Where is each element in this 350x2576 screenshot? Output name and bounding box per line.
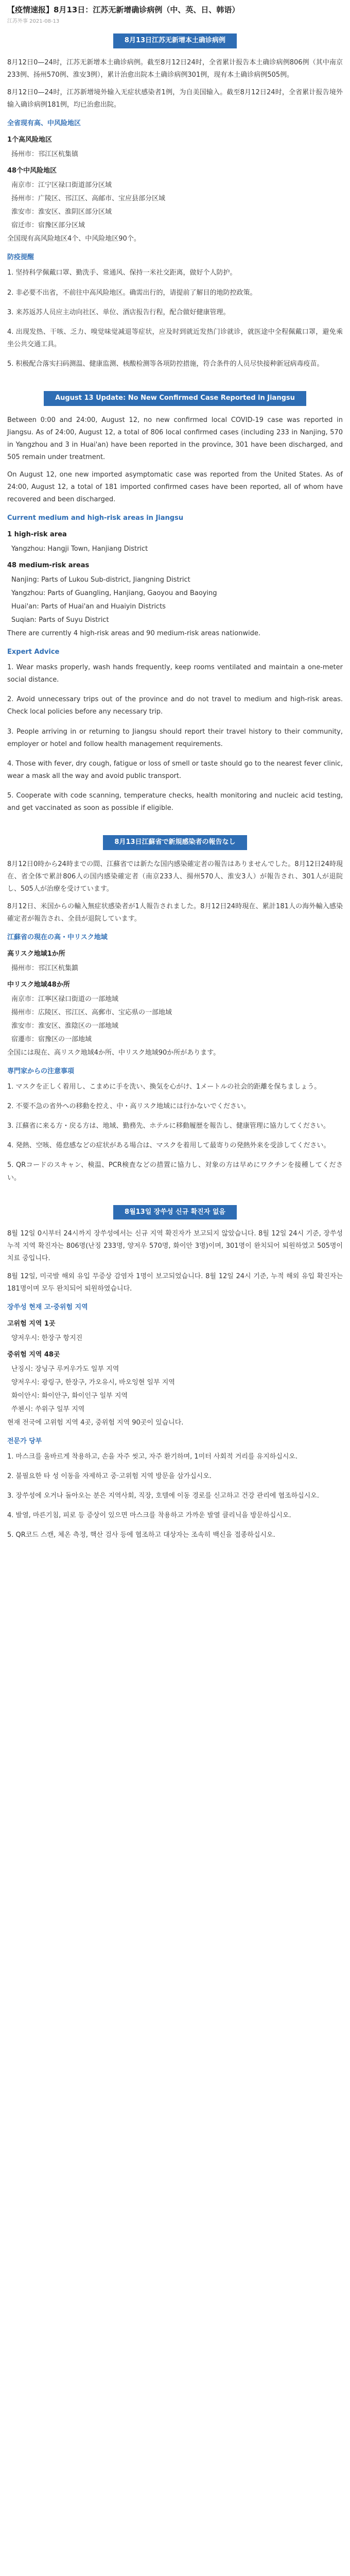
risk-area-item: 양저우시: 한장구 항지진: [11, 1334, 83, 1342]
advice-item: 1. 坚持科学佩戴口罩、勤洗手、常通风、保持一米社交距离，做好个人防护。: [7, 269, 237, 277]
risk-area-item: 화이안시: 화이안구, 화이인구 일부 지역: [11, 1392, 128, 1400]
advice-item: 4. 発熱、空咳、倦怠感などの症状がある場合は、マスクを着用して最寄りの発熱外来を受診してください。: [7, 1142, 330, 1150]
section-banner-wrap: [7, 1205, 343, 1220]
risk-level-heading: 中リスク地域48か所: [7, 980, 70, 989]
national-risk-note: There are currently 4 high-risk areas and 90 medium-risk areas nationwide.: [7, 630, 260, 638]
risk-area-item: 난징시: 장닝구 루커우가도 일부 지역: [11, 1365, 119, 1373]
advice-item: 3. People arriving in or returning to Jiangsu should report their travel history to their community, employer or hotel and follow health management requirements.: [7, 727, 343, 748]
language-section: [7, 835, 343, 1184]
national-risk-note: 현재 전국에 고위험 지역 4곳, 중위험 지역 90곳이 있습니다.: [7, 1418, 184, 1427]
advice-item: 5. QR코드 스캔, 체온 측정, 핵산 검사 등에 협조하고 대상자는 조속히 백신을 접종하십시오.: [7, 1531, 275, 1539]
risk-area-item: 宿遷市：宿豫区の一部地域: [11, 1036, 92, 1044]
section-banner: 8월13일 장쑤성 신규 확진자 없음: [113, 1205, 237, 1220]
risk-level-heading: 48 medium-risk areas: [7, 562, 90, 569]
risk-area-item: 南京市：江寧区禄口街道の一部地域: [11, 995, 119, 1004]
advice-item: 5. Cooperate with code scanning, temperature checks, health monitoring and nucleic acid testing, and get vaccinated as soon as possible if eligible.: [7, 791, 343, 812]
intro-paragraph: 8月12日0—24时，江苏无新增本土确诊病例。截至8月12日24时，全省累计报告本土确诊病例806例（其中南京233例、扬州570例、淮安3例），累计治愈出院本土确诊病例301例，现有本土确诊病例505例。: [7, 58, 343, 79]
advice-item: 3. 장쑤성에 오거나 돌아오는 분은 지역사회, 직장, 호텔에 이동 경로를 신고하고 건강 관리에 협조하십시오.: [7, 1492, 319, 1500]
risk-levels-title: Current medium and high-risk areas in Jiangsu: [7, 514, 184, 522]
risk-level-heading: 1个高风险地区: [7, 136, 52, 144]
advice-item: 2. 非必要不出省，不前往中高风险地区。确需出行的，请提前了解目的地防控政策。: [7, 289, 257, 297]
risk-levels-title: 장쑤성 현재 고·중위험 지역: [7, 1303, 88, 1311]
risk-area-item: Suqian: Parts of Suyu District: [11, 616, 109, 624]
advice-item: 2. 不要不急の省外への移動を控え、中・高リスク地域には行かないでください。: [7, 1103, 251, 1111]
risk-area-item: 淮安市：淮安区、淮阴区部分区域: [11, 208, 112, 216]
section-banner: 8月13日江蘇省で新規感染者の報告なし: [103, 835, 247, 850]
risk-area-item: Yangzhou: Hangji Town, Hanjiang District: [11, 545, 148, 553]
intro-paragraph: 8월 12일, 미국발 해외 유입 무증상 감염자 1명이 보고되었습니다. 8월 12일 24시 기준, 누적 해외 유입 확진자는 181명이며 모두 완치되어 퇴원하였습니다.: [7, 1272, 343, 1293]
section-banner-wrap: [7, 33, 343, 48]
risk-area-item: 宿迁市：宿豫区部分区域: [11, 222, 85, 230]
intro-paragraph: On August 12, one new imported asymptomatic case was reported from the United States. As of 24:00, August 12, a total of 181 imported confirmed cases have been reported, all of whom have recovered and been discharged.: [7, 470, 343, 503]
article-source: 江苏外事 2021-08-13: [7, 18, 60, 24]
article-title: 【疫情速报】8月13日：江苏无新增确诊病例（中、英、日、韩语）: [7, 5, 240, 14]
risk-area-item: Nanjing: Parts of Lukou Sub-district, Jiangning District: [11, 576, 190, 584]
intro-paragraph: 8月12日0—24时，江苏新增境外输入无症状感染者1例，为自美国输入。截至8月12日24时，全省累计报告境外输入确诊病例181例，均已治愈出院。: [7, 88, 343, 109]
risk-levels-title: 江蘇省の現在の高・中リスク地域: [7, 933, 108, 941]
risk-area-item: 扬州市：邗江区杭集镇: [11, 150, 79, 159]
advice-item: 2. 불필요한 타 성 이동을 자제하고 중·고위험 지역 방문을 삼가십시오.: [7, 1472, 212, 1481]
advice-item: 4. 出现发热、干咳、乏力、嗅觉味觉减退等症状，应及时到就近发热门诊就诊，就医途中全程佩戴口罩，避免乘坐公共交通工具。: [7, 328, 343, 348]
risk-area-item: 쑤첸시: 쑤위구 일부 지역: [11, 1405, 85, 1413]
advice-item: 4. 발열, 마른기침, 피로 등 증상이 있으면 마스크를 착용하고 가까운 발열 클리닉을 방문하십시오.: [7, 1512, 291, 1520]
risk-level-heading: 고위험 지역 1곳: [7, 1319, 56, 1328]
advice-item: 1. Wear masks properly, wash hands frequently, keep rooms ventilated and maintain a one-meter social distance.: [7, 664, 343, 684]
section-banner: 8月13日江苏无新增本土确诊病例: [113, 33, 237, 48]
risk-level-heading: 48个中风险地区: [7, 167, 57, 175]
language-section: [7, 391, 343, 815]
advice-item: 5. 积极配合落实扫码测温、健康监测、核酸检测等各项防控措施，符合条件的人员尽快接种新冠病毒疫苗。: [7, 360, 324, 368]
language-section: [7, 33, 343, 370]
national-risk-note: 全国现有高风险地区4个、中风险地区90个。: [7, 235, 141, 243]
national-risk-note: 全国には現在、高リスク地域4か所、中リスク地域90か所があります。: [7, 1049, 220, 1057]
intro-paragraph: 8月12日0時から24時までの間、江蘇省では新たな国内感染確定者の報告はありませんでした。8月12日24時現在、省全体で累計806人の国内感染確定者（南京233人、揚州570人、淮安3人）が報告され、301人が退院し、505人が治療を受けています。: [7, 860, 343, 893]
risk-levels-title: 全省现有高、中风险地区: [7, 119, 81, 127]
intro-paragraph: 8月12日、米国からの輸入無症状感染者が1人報告されました。8月12日24時現在、累計181人の海外輸入感染確定者が報告され、全員が退院しています。: [7, 902, 343, 923]
advice-item: 5. QRコードのスキャン、検温、PCR検査などの措置に協力し、対象の方は早めにワクチンを接種してください。: [7, 1161, 343, 1182]
advice-title: 전문가 당부: [7, 1437, 42, 1446]
intro-paragraph: 8월 12일 0시부터 24시까지 장쑤성에서는 신규 지역 확진자가 보고되지 않았습니다. 8월 12일 24시 기준, 장쑤성 누적 지역 확진자는 806명(난징 233명, 양저우 570명, 화이안 3명)이며, 301명이 완치되어 퇴원하였고 505명이 치료 중입니다.: [7, 1230, 343, 1263]
risk-area-item: Huai'an: Parts of Huai'an and Huaiyin Districts: [11, 603, 166, 611]
risk-level-heading: 1 high-risk area: [7, 530, 67, 538]
section-banner-wrap: [7, 835, 343, 850]
section-banner-wrap: [7, 391, 343, 406]
risk-level-heading: 高リスク地域1か所: [7, 950, 65, 958]
advice-item: 1. 마스크를 올바르게 착용하고, 손을 자주 씻고, 자주 환기하며, 1미터 사회적 거리를 유지하십시오.: [7, 1453, 297, 1461]
advice-item: 3. 江蘇省に来る方・戻る方は、地域、勤務先、ホテルに移動履歴を報告し、健康管理に協力してください。: [7, 1122, 330, 1130]
advice-title: Expert Advice: [7, 648, 60, 656]
risk-area-item: 淮安市：淮安区、淮陰区の一部地域: [11, 1022, 119, 1030]
risk-area-item: Yangzhou: Parts of Guangling, Hanjiang, Gaoyou and Baoying: [11, 589, 217, 598]
risk-area-item: 南京市：江宁区禄口街道部分区域: [11, 181, 112, 190]
advice-title: 防疫提醒: [7, 253, 34, 262]
advice-item: 1. マスクを正しく着用し、こまめに手を洗い、換気を心がけ、1メートルの社会的距離を保ちましょう。: [7, 1083, 321, 1091]
section-banner: August 13 Update: No New Confirmed Case Reported in Jiangsu: [44, 391, 306, 406]
language-section: [7, 1205, 343, 1542]
advice-title: 専門家からの注意事項: [7, 1067, 75, 1076]
risk-area-item: 揚州市：広陵区、邗江区、高郵市、宝応県の一部地域: [11, 1009, 172, 1017]
advice-item: 2. Avoid unnecessary trips out of the province and do not travel to medium and high-risk areas. Check local policies before any necessary trip.: [7, 696, 343, 716]
intro-paragraph: Between 0:00 and 24:00, August 12, no new confirmed local COVID-19 case was reported in Jiangsu. As of 24:00, August 12, a total of 806 local confirmed cases (including 233 in Nanjing, 570 in Yangzhou and 3 in Huai'an) have been reported in the province, 301 have been discharged, and 505 remain under treatment.: [7, 416, 343, 461]
advice-item: 3. 来苏返苏人员应主动向社区、单位、酒店报告行程，配合做好健康管理。: [7, 308, 230, 316]
risk-level-heading: 중위험 지역 48곳: [7, 1350, 60, 1359]
risk-area-item: 揚州市：邗江区杭集鎮: [11, 964, 79, 972]
risk-area-item: 양저우시: 광링구, 한장구, 가오유시, 바오잉현 일부 지역: [11, 1378, 175, 1386]
risk-area-item: 扬州市：广陵区、邗江区、高邮市、宝应县部分区域: [11, 195, 166, 203]
advice-item: 4. Those with fever, dry cough, fatigue or loss of smell or taste should go to the nearest fever clinic, wear a mask all the way and avoid public transport.: [7, 759, 343, 780]
article-body: [7, 33, 343, 1541]
